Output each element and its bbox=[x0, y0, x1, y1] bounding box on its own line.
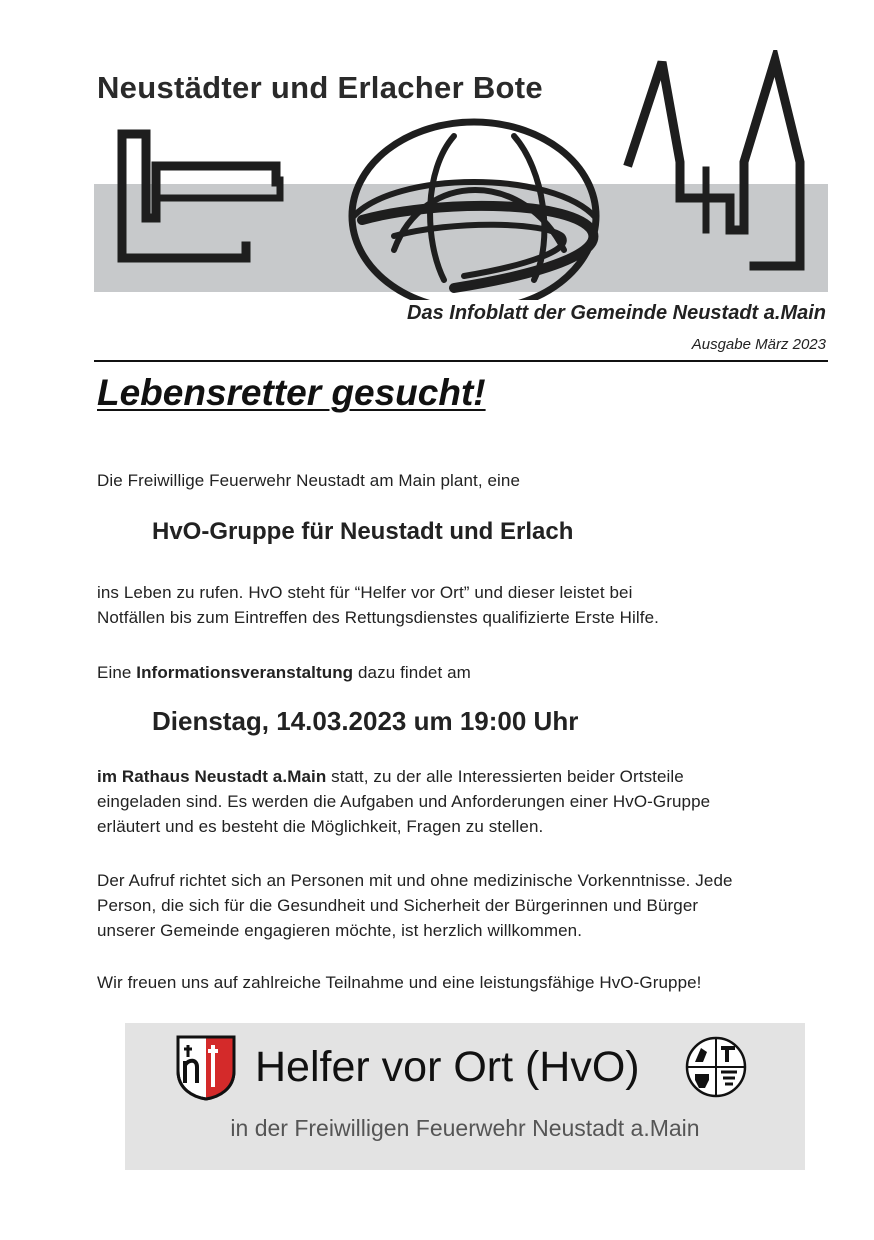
text-line: erläutert und es besteht die Möglichkeit, Fragen zu stellen. bbox=[97, 817, 544, 836]
banner-title: Helfer vor Ort (HvO) bbox=[255, 1043, 640, 1091]
text-line: Der Aufruf richtet sich an Personen mit und ohne medizinische Vorkenntnisse. Jede bbox=[97, 871, 733, 890]
text-line: ins Leben zu rufen. HvO steht für “Helfer vor Ort” und dieser leistet bei bbox=[97, 583, 633, 602]
paragraph-event-announcement bbox=[97, 660, 837, 685]
paragraph-hvo-explanation bbox=[97, 580, 837, 630]
text-span: dazu findet am bbox=[353, 663, 471, 682]
text-line: unserer Gemeinde engagieren möchte, ist herzlich willkommen. bbox=[97, 921, 583, 940]
newspaper-title: Neustädter und Erlacher Bote bbox=[97, 70, 543, 105]
location-bold: im Rathaus Neustadt a.Main bbox=[97, 767, 327, 786]
banner-subtitle: in der Freiwilligen Feuerwehr Neustadt a.Main bbox=[230, 1115, 700, 1141]
text-line: Person, die sich für die Gesundheit und Sicherheit der Bürgerinnen und Bürger bbox=[97, 896, 699, 915]
paragraph-location bbox=[97, 764, 837, 839]
event-date-heading: Dienstag, 14.03.2023 um 19:00 Uhr bbox=[152, 706, 579, 736]
group-name-heading: HvO-Gruppe für Neustadt und Erlach bbox=[152, 518, 574, 545]
hvo-banner bbox=[125, 1023, 805, 1170]
bold-text: Informationsveranstaltung bbox=[136, 663, 354, 682]
text-line bbox=[97, 764, 837, 789]
text-span: statt, zu der alle Interessierten beider Ortsteile bbox=[326, 767, 684, 786]
text-line: eingeladen sind. Es werden die Aufgaben und Anforderungen einer HvO-Gruppe bbox=[97, 792, 711, 811]
text-span: Eine bbox=[97, 663, 137, 682]
paragraph-call-to-action bbox=[97, 868, 837, 943]
text-line: Notfällen bis zum Eintreffen des Rettungsdienstes qualifizierte Erste Hilfe. bbox=[97, 608, 659, 627]
header-divider bbox=[94, 360, 828, 362]
fire-brigade-emblem-icon bbox=[685, 1036, 747, 1103]
coat-of-arms-icon bbox=[175, 1031, 237, 1106]
issue-label: Ausgabe März 2023 bbox=[691, 336, 826, 353]
closing-paragraph: Wir freuen uns auf zahlreiche Teilnahme und eine leistungsfähige HvO-Gruppe! bbox=[97, 973, 702, 992]
article-headline: Lebensretter gesucht! bbox=[97, 372, 486, 413]
intro-paragraph: Die Freiwillige Feuerwehr Neustadt am Main plant, eine bbox=[97, 471, 521, 490]
tagline: Das Infoblatt der Gemeinde Neustadt a.Main bbox=[407, 302, 826, 324]
